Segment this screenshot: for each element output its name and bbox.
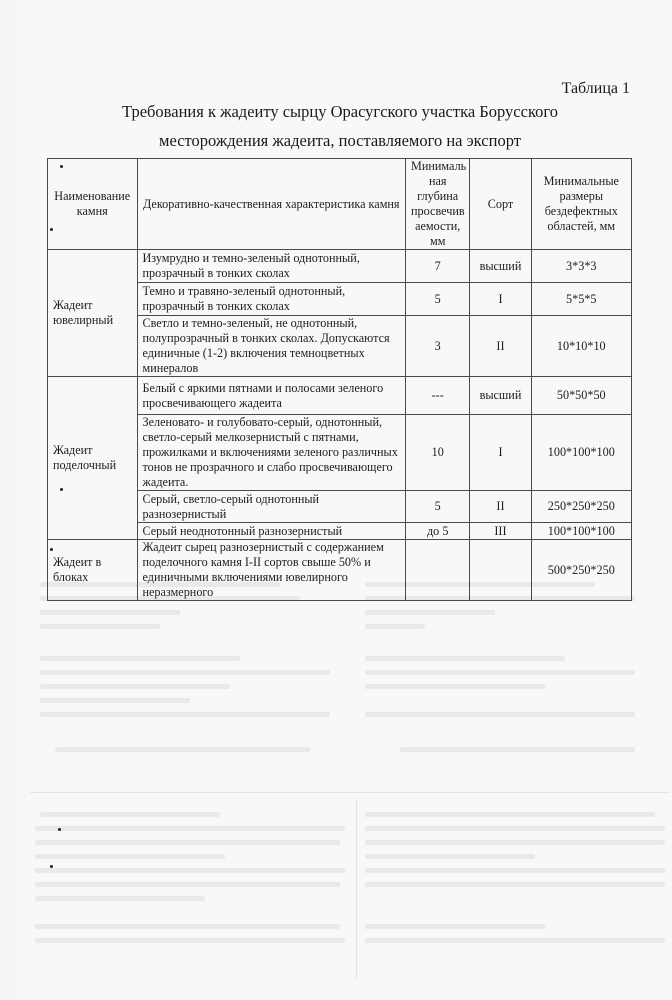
table-row bbox=[48, 377, 632, 415]
cell-characteristic: Изумрудно и темно-зеленый однотонный, прозрачный в тонких сколах bbox=[137, 250, 406, 283]
cell-sizes: 250*250*250 bbox=[531, 491, 631, 523]
group-name-blocks: Жадеит в блоках bbox=[48, 540, 138, 601]
cell-characteristic: Темно и травяно-зеленый однотонный, прозрачный в тонких сколах bbox=[137, 283, 406, 316]
table-number-label: Таблица 1 bbox=[561, 80, 630, 97]
cell-grade: I bbox=[470, 283, 531, 316]
document-title-line-2: месторождения жадеита, поставляемого на экспорт bbox=[159, 131, 521, 150]
cell-sizes: 100*100*100 bbox=[531, 523, 631, 540]
document-title-line-1: Требования к жадеиту сырцу Орасугского участка Борусского bbox=[122, 102, 558, 121]
cell-characteristic: Зеленовато- и голубовато-серый, однотонный, светло-серый мелкозернистый с пятнами, прожилками и включениями зеленого различных тонов не прозрачного и слабо просвечивающего жадеита. bbox=[137, 415, 406, 491]
cell-grade: высший bbox=[470, 250, 531, 283]
cell-sizes: 100*100*100 bbox=[531, 415, 631, 491]
cell-characteristic: Белый с яркими пятнами и полосами зеленого просвечивающего жадеита bbox=[137, 377, 406, 415]
cell-depth: 7 bbox=[406, 250, 470, 283]
header-min-depth: Минималь ная глубина просвечив аемости, мм bbox=[406, 159, 470, 250]
table-row bbox=[48, 250, 632, 283]
cell-depth: 10 bbox=[406, 415, 470, 491]
cell-depth: --- bbox=[406, 377, 470, 415]
cell-characteristic: Жадеит сырец разнозернистый с содержанием поделочного камня I-II сортов свыше 50% и единичными включениями ювелирного неразмерного bbox=[137, 540, 406, 601]
table-header-row bbox=[48, 159, 632, 250]
cell-depth: 5 bbox=[406, 283, 470, 316]
cell-depth: до 5 bbox=[406, 523, 470, 540]
scan-speck bbox=[58, 828, 61, 831]
cell-characteristic: Серый, светло-серый однотонный разнозернистый bbox=[137, 491, 406, 523]
cell-grade bbox=[470, 540, 531, 601]
header-min-sizes: Минимальные размеры бездефектных областей, мм bbox=[531, 159, 631, 250]
table-row bbox=[48, 540, 632, 601]
header-grade: Сорт bbox=[470, 159, 531, 250]
scan-speck bbox=[50, 865, 53, 868]
cell-sizes: 500*250*250 bbox=[531, 540, 631, 601]
cell-sizes: 50*50*50 bbox=[531, 377, 631, 415]
cell-sizes: 3*3*3 bbox=[531, 250, 631, 283]
cell-depth: 5 bbox=[406, 491, 470, 523]
cell-characteristic: Светло и темно-зеленый, не однотонный, полупрозрачный в тонких сколах. Допускаются единичные (1-2) включения темноцветных минералов bbox=[137, 316, 406, 377]
cell-grade: III bbox=[470, 523, 531, 540]
cell-grade: II bbox=[470, 491, 531, 523]
cell-depth bbox=[406, 540, 470, 601]
header-stone-name: Наименование камня bbox=[48, 159, 138, 250]
cell-grade: I bbox=[470, 415, 531, 491]
cell-depth: 3 bbox=[406, 316, 470, 377]
cell-grade: высший bbox=[470, 377, 531, 415]
group-name-carving: Жадеит поделочный bbox=[48, 377, 138, 540]
cell-grade: II bbox=[470, 316, 531, 377]
scan-speck bbox=[60, 165, 63, 168]
scan-speck bbox=[50, 228, 53, 231]
header-characteristic: Декоративно-качественная характеристика камня bbox=[137, 159, 406, 250]
scan-speck bbox=[50, 548, 53, 551]
cell-characteristic: Серый неоднотонный разнозернистый bbox=[137, 523, 406, 540]
cell-sizes: 5*5*5 bbox=[531, 283, 631, 316]
jadeite-requirements-table bbox=[47, 158, 632, 601]
group-name-jewelry: Жадеит ювелирный bbox=[48, 250, 138, 377]
scan-speck bbox=[60, 488, 63, 491]
cell-sizes: 10*10*10 bbox=[531, 316, 631, 377]
